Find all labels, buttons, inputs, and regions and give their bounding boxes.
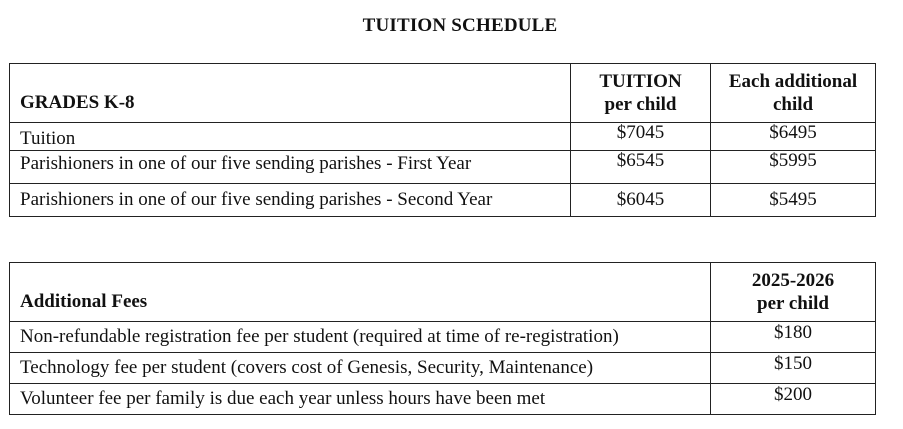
tuition-header-line1: TUITION [599, 71, 682, 92]
fee-amount: $180 [711, 322, 876, 353]
tuition-per-child-header [571, 64, 711, 123]
table-row [10, 151, 876, 184]
additional-fees-table [9, 262, 876, 415]
table-row [10, 322, 876, 353]
table-row [10, 184, 876, 217]
row-label: Parishioners in one of our five sending parishes - First Year [10, 151, 571, 184]
year-per-child-header [711, 263, 876, 322]
additional-amount: $6495 [711, 123, 876, 151]
fee-amount: $200 [711, 384, 876, 415]
tuition-amount: $6045 [571, 184, 711, 217]
tuition-header-row [10, 64, 876, 123]
additional-amount: $5495 [711, 184, 876, 217]
year-header-line1: 2025-2026 [751, 270, 835, 291]
additional-amount: $5995 [711, 151, 876, 184]
year-header-line2: per child [757, 293, 829, 314]
row-label: Parishioners in one of our five sending parishes - Second Year [10, 184, 571, 217]
row-label: Tuition [10, 123, 571, 151]
table-row [10, 123, 876, 151]
page-title: TUITION SCHEDULE [362, 15, 558, 36]
tuition-amount: $7045 [571, 123, 711, 151]
additional-header-line2: child [772, 94, 814, 115]
tuition-table [9, 63, 876, 217]
fees-header-row [10, 263, 876, 322]
fee-amount: $150 [711, 353, 876, 384]
fee-label: Volunteer fee per family is due each year unless hours have been met [10, 384, 711, 415]
fees-header: Additional Fees [10, 263, 711, 322]
additional-header-line1: Each additional [728, 71, 858, 92]
tuition-amount: $6545 [571, 151, 711, 184]
grades-header: GRADES K-8 [10, 64, 571, 123]
fee-label: Technology fee per student (covers cost of Genesis, Security, Maintenance) [10, 353, 711, 384]
fee-label: Non-refundable registration fee per student (required at time of re-registration) [10, 322, 711, 353]
tuition-header-line2: per child [604, 94, 677, 115]
table-row [10, 353, 876, 384]
additional-child-header [711, 64, 876, 123]
table-row [10, 384, 876, 415]
